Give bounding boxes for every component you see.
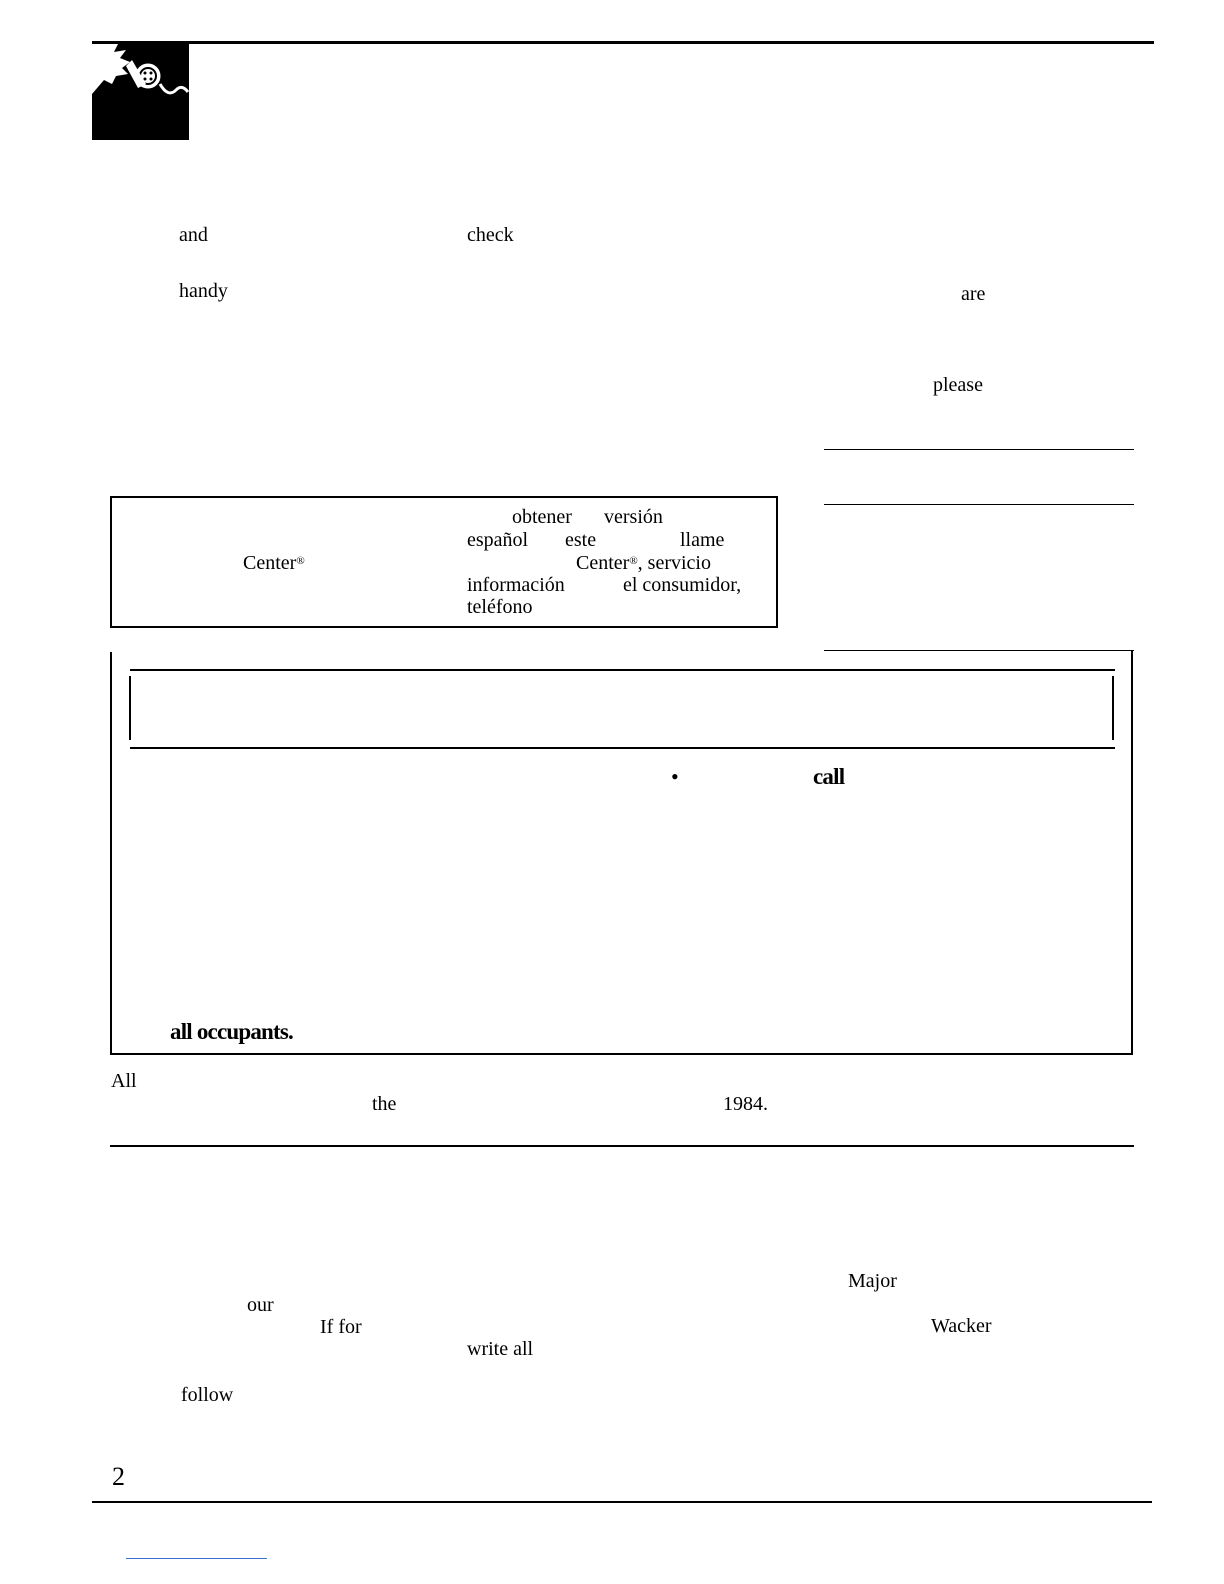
safety-bullet: • [671, 764, 679, 789]
spanish-box-left [110, 496, 112, 628]
center-left-text: Center [243, 552, 297, 574]
spanish-word-espanol: español [467, 529, 529, 551]
intro-word-and: and [179, 224, 208, 246]
bottom-word-write-all: write all [467, 1338, 534, 1360]
note-word-all: All [111, 1070, 137, 1092]
intro-word-check: check [467, 224, 514, 246]
spanish-word-llame: llame [680, 529, 725, 551]
safety-all-occupants: all occupants. [170, 1019, 293, 1044]
safety-box-right [1131, 650, 1133, 1055]
safety-box-left [110, 652, 112, 1055]
spanish-center-left [243, 552, 305, 574]
spanish-box-top [110, 496, 778, 498]
bottom-word-follow: follow [181, 1384, 234, 1406]
safety-header-bottom [130, 747, 1115, 749]
safety-word-call: call [813, 764, 845, 789]
link-underline[interactable] [126, 1558, 267, 1559]
spanish-box-bottom [110, 626, 778, 628]
section-divider [110, 1145, 1134, 1147]
intro-word-are: are [961, 283, 986, 305]
write-in-line [824, 504, 1134, 505]
page-number: 2 [112, 1462, 125, 1491]
intro-word-please: please [933, 374, 983, 396]
spanish-word-version: versión [604, 506, 663, 528]
phone-icon [92, 44, 189, 140]
spanish-word-informacion: información [467, 574, 565, 596]
spanish-word-consumidor: el consumidor, [623, 574, 742, 596]
safety-box-top [824, 650, 1134, 651]
safety-header-left [129, 676, 131, 740]
spanish-center-right [576, 552, 711, 574]
registered-mark: ® [629, 555, 638, 567]
footer-rule [92, 1501, 1152, 1503]
center-right-text: Center [576, 552, 630, 574]
spanish-word-este: este [565, 529, 597, 551]
note-year: 1984. [723, 1093, 768, 1115]
registered-mark: ® [296, 555, 305, 567]
header-rule [92, 41, 1154, 44]
bottom-word-major: Major [848, 1270, 897, 1292]
safety-header-right [1112, 676, 1114, 740]
safety-header-top [130, 669, 1115, 671]
intro-word-handy: handy [179, 280, 228, 302]
safety-box-bottom [110, 1053, 1133, 1055]
spanish-word-obtener: obtener [512, 506, 572, 528]
bottom-word-if-for: If for [320, 1316, 362, 1338]
note-word-the: the [372, 1093, 397, 1115]
spanish-word-telefono: teléfono [467, 596, 533, 618]
spanish-box-right [776, 496, 778, 628]
bottom-word-wacker: Wacker [931, 1315, 992, 1337]
write-in-line [824, 449, 1134, 450]
spanish-word-servicio: , servicio [637, 552, 711, 574]
bottom-word-our: our [247, 1294, 274, 1316]
